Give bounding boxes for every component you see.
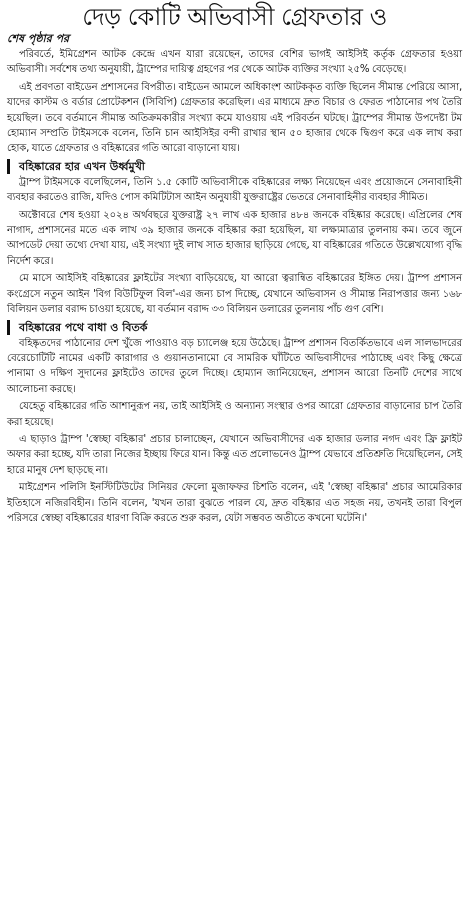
body-paragraph: এ ছাড়াও ট্রাম্প 'স্বেচ্ছা বহিষ্কার' প্রচার চালাচ্ছেন, যেখানে অভিবাসীদের এক হাজার ডলার নগদ এবং ফ্রি ফ্লাইট অফার করা হচ্ছে, যদি তারা নিজের ইচ্ছায় ফিরে যান। কিন্তু এত প্রলোভনেও ট্রাম্প যেভাবে প্রতিশ্রুতি দিয়েছিলেন, সেই হারে মানুষ দেশ ছাড়ছে না।: [7, 433, 462, 476]
continued-from-label: শেষ পৃষ্ঠার পর: [7, 32, 70, 45]
subheading-deportation-rate: বহিষ্কারের হার এখন উর্ধ্বমুখী: [7, 159, 462, 174]
body-paragraph: এই প্রবণতা বাইডেন প্রশাসনের বিপরীত। বাইডেন আমলে অধিকাংশ আটককৃত ব্যক্তি ছিলেন সীমান্ত পেরিয়ে আসা, যাদের কাস্টম ও বর্ডার প্রোটেকশন (সিবিপি) গ্রেফতার করেছিল। এর মাধ্যমে দ্রুত বিচার ও ফেরত পাঠানোর পথ তৈরি হয়েছিল। তবে বর্তমানে সীমান্ত অতিক্রমকারীর সংখ্যা কমে যাওয়ায় এই পরিবর্তন ঘটছে। ট্রাম্পের সীমান্ত উপদেষ্টা টম হোম্যান সম্প্রতি টাইমসকে বলেন, তিনি চান আইসিইর বন্দী রাখার স্থান ৫০ হাজার থেকে দ্বিগুণ করে এক লাখ করা হোক, যাতে গ্রেফতার ও বহিষ্কারের গতি আরো বাড়ানো যায়।: [7, 81, 462, 155]
body-paragraph: ট্রাম্প টাইমসকে বলেছিলেন, তিনি ১.৫ কোটি অভিবাসীকে বহিষ্কারের লক্ষ্য নিয়েছেন এবং প্রয়োজনে সেনাবাহিনী ব্যবহার করতেও রাজি, যদিও পোস কমিটিটাস আইন অনুযায়ী যুক্তরাষ্ট্রের ভেতরে সেনাবাহিনীর ব্যবহার সীমিত।: [7, 176, 462, 204]
body-paragraph: বহিষ্কৃতদের পাঠানোর দেশ খুঁজে পাওয়াও বড় চ্যালেঞ্জ হয়ে উঠেছে। ট্রাম্প প্রশাসন বিতর্কিতভাবে এল সালভাদরের বেরেচোটিটি নামের একটি কারাগার ও গুয়ানতানামো বে সামরিক ঘাঁটিতে অভিবাসীদের পাঠাচ্ছে এবং কিছু ক্ষেত্রে পানামা ও দক্ষিণ সুদানের ফ্লাইটেও তাদের তুলে দিচ্ছে। হোম্যান জানিয়েছেন, প্রশাসন আরো তিনটি দেশের সাথে আলোচনা করছে।: [7, 337, 462, 395]
subheading-obstacles: বহিষ্কারের পথে বাধা ও বিতর্ক: [7, 320, 462, 335]
body-paragraph: অক্টোবরে শেষ হওয়া ২০২৪ অর্থবছরে যুক্তরাষ্ট্র ২৭ লাখ এক হাজার ৪৮৪ জনকে বহিষ্কার করেছে। এপ্রিলের শেষ নাগাদ, প্রশাসনের মতে এক লাখ ৩৯ হাজার জনকে বহিষ্কার করা হয়েছিল, যা লক্ষ্যমাত্রার তুলনায় কম। তবে জুনে আপডেট দেয়া তথ্যে দেখা যায়, এই সংখ্যা দুই লাখ সাত হাজার ছাড়িয়ে গেছে, যা বহিষ্কারের গতিতে উল্লেখযোগ্য বৃদ্ধি নির্দেশ করে।: [7, 209, 462, 267]
body-paragraph: পরিবর্তে, ইমিগ্রেশন আটক কেন্দ্রে এখন যারা রয়েছেন, তাদের বেশির ভাগই আইসিই কর্তৃক গ্রেফতার হওয়া অভিবাসী। সর্বশেষ তথ্য অনুযায়ী, ট্রাম্পের দায়িত্ব গ্রহণের পর থেকে আটক ব্যক্তির সংখ্যা ২৫% বেড়েছে।: [7, 49, 462, 76]
body-paragraph: যেহেতু বহিষ্কারের গতি আশানুরূপ নয়, তাই আইসিই ও অন্যান্য সংস্থার ওপর আরো গ্রেফতার বাড়ানোর চাপ তৈরি করা হয়েছে।: [7, 401, 462, 428]
body-paragraph: মে মাসে আইসিই বহিষ্কারের ফ্লাইটের সংখ্যা বাড়িয়েছে, যা আরো ত্বরান্বিত বহিষ্কারের ইঙ্গিত দেয়। ট্রাম্প প্রশাসন কংগ্রেসে নতুন আইন 'বিগ বিউটিফুল বিল'-এর জন্য চাপ দিচ্ছে, যেখানে অভিবাসন ও সীমান্ত নিরাপত্তার জন্য ১৬৮ বিলিয়ন ডলার বরাদ্দ চাওয়া হয়েছে, যা বর্তমান বরাদ্দ ৩৩ বিলিয়ন ডলারের তুলনায় পাঁচ গুণ বেশি।: [7, 273, 462, 316]
headline: দেড় কোটি অভিবাসী গ্রেফতার ও: [82, 3, 387, 31]
body-paragraph: মাইগ্রেশন পলিসি ইনস্টিটিউটের সিনিয়র ফেলো মুজাফফর চিশতি বলেন, এই 'স্বেচ্ছা বহিষ্কার' প্রচার আমেরিকার ইতিহাসে নজিরবিহীন। তিনি বলেন, 'যখন তারা বুঝতে পারল যে, দ্রুত বহিষ্কার এত সহজ নয়, তখনই তারা বিপুল পরিসরে স্বেচ্ছা বহিষ্কারের ধারণা বিক্রি করতে শুরু করল, যেটা সম্ভবত অতীতে কখনো ঘটেনি।': [7, 482, 462, 524]
